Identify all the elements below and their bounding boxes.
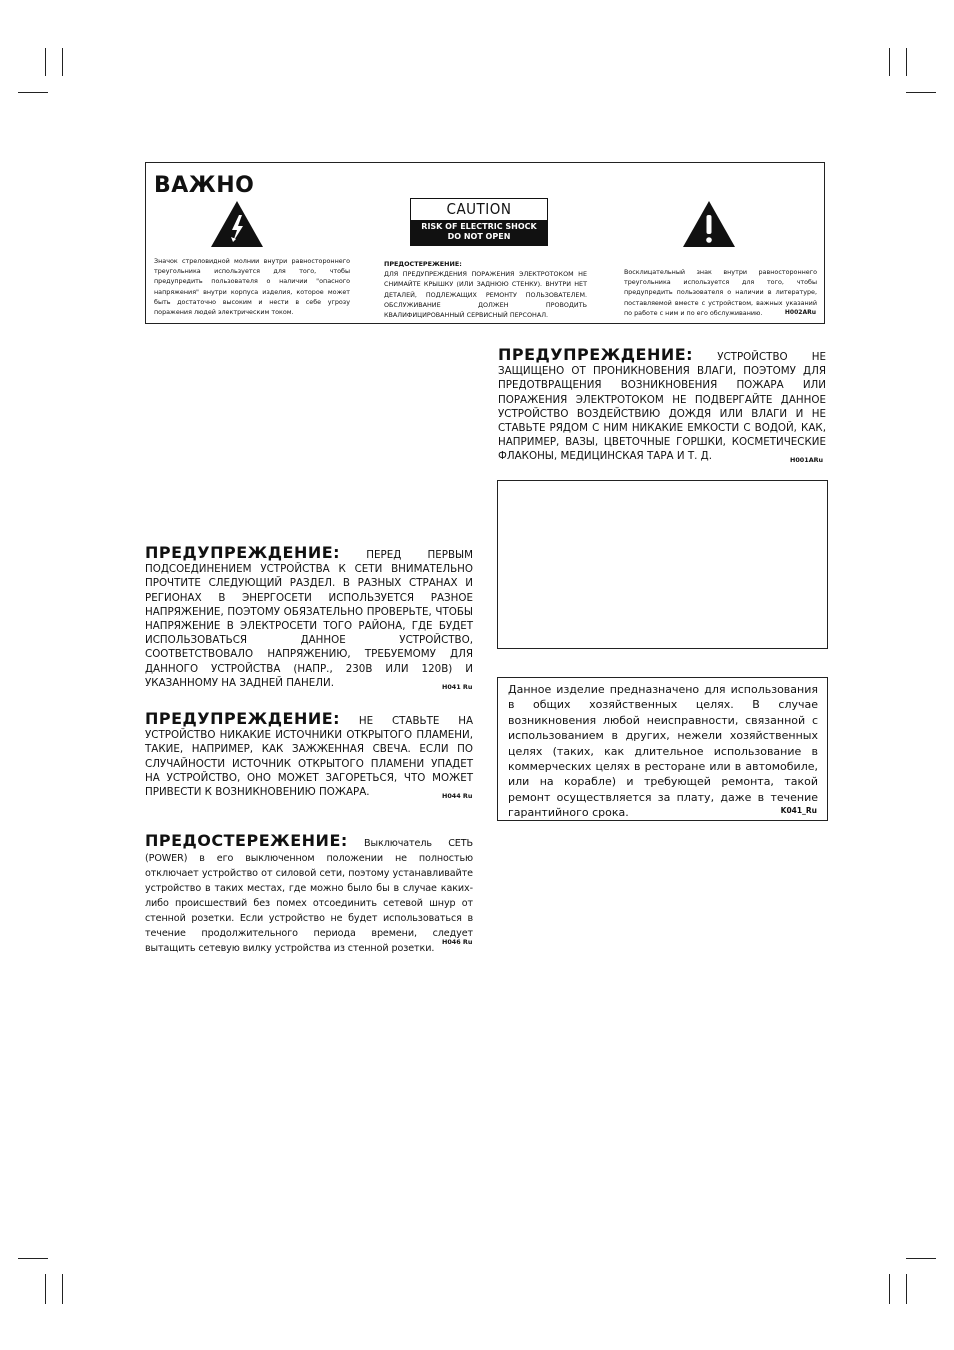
caution-power-heading: ПРЕДОСТЕРЕЖЕНИЕ: [145,831,348,850]
warning-moisture [498,345,826,464]
warning-flame-heading: ПРЕДУПРЕЖДЕНИЕ: [145,709,341,728]
warning-moisture-text: УСТРОЙСТВО НЕ ЗАЩИЩЕНО ОТ ПРОНИКНОВЕНИЯ ВЛАГИ, ПОЭТОМУ ДЛЯ ПРЕДОТВРАЩЕНИЯ ВОЗНИКНОВЕНИЯ ПОЖАРА ИЛИ ПОРАЖЕНИЯ ЭЛЕКТРОТОКОМ НЕ ПОДВЕРГАЙТЕ ДАННОЕ УСТРОЙСТВО ВОЗДЕЙСТВИЮ ДОЖДЯ ИЛИ ВЛАГИ И НЕ СТАВЬТЕ РЯДОМ С НИМ НИКАКИЕ ЕМКОСТИ С ВОДОЙ, КАК, НАПРИМЕР, ВАЗЫ, ЦВЕТОЧНЫЕ ГОРШКИ, КОСМЕТИЧЕСКИЕ ФЛАКОНЫ, МЕДИЦИНСКАЯ ТАРА И Т. Д. [498,351,826,463]
important-box [145,162,825,324]
exclamation-explanation: Восклицательный знак внутри равностороннего треугольника используется для того, чтобы предупредить пользователя о наличии в литературе, поставляемой вместе с устройством, важных указаний по работе с ним и по его обслуживанию. [624,268,817,317]
warning-flame-text: НЕ СТАВЬТЕ НА УСТРОЙСТВО НИКАКИЕ ИСТОЧНИКИ ОТКРЫТОГО ПЛАМЕНИ, ТАКИЕ, НАПРИМЕР, КАК ЗАЖЖЕННАЯ СВЕЧА. ЕСЛИ ПО СЛУЧАЙНОСТИ ИСТОЧНИК ОТКРЫТОГО ПЛАМЕНИ УПАДЕТ НА УСТРОЙСТВО, ОНО МОЖЕТ ЗАГОРЕТЬСЯ, ЧТО МОЖЕТ ПРИВЕСТИ К ВОЗНИКНОВЕНИЮ ПОЖАРА. [145,715,474,799]
lightning-warning-icon [210,200,264,248]
warning-voltage-text: ПЕРЕД ПЕРВЫМ ПОДСОЕДИНЕНИЕМ УСТРОЙСТВА К СЕТИ ВНИМАТЕЛЬНО ПРОЧТИТЕ СЛЕДУЮЩИЙ РАЗДЕЛ. В РАЗНЫХ СТРАНАХ И РЕГИОНАХ В ЭНЕРГОСЕТИ ИСПОЛЬЗУЕТСЯ РАЗНОЕ НАПРЯЖЕНИЕ, ПОЭТОМУ ОБЯЗАТЕЛЬНО ПРОВЕРЬТЕ, ЧТОБЫ НАПРЯЖЕНИЕ В ЭЛЕКТРОСЕТИ ТОГО РАЙОНА, ГДЕ БУДЕТ ИСПОЛЬЗОВАТЬСЯ ДАННОЕ УСТРОЙСТВО, СООТВЕТСТВОВАЛО НАПРЯЖЕНИЮ, ТРЕБУЕМОМУ ДЛЯ ДАННОГО УСТРОЙСТВА (НАПР., 230В ИЛИ 120В) И УКАЗАННОМУ НА ЗАДНЕЙ ПАНЕЛИ. [145,549,473,689]
warning-voltage-heading: ПРЕДУПРЕЖДЕНИЕ: [145,543,341,562]
warning-voltage [145,543,473,690]
caution-label-line2: DO NOT OPEN [447,232,511,241]
caution-power-text: Выключатель СЕТЬ (POWER) в его выключенном положении не полностью отключает устройство от силовой сети, поэтому устанавливайте устройство в таких местах, где можно было бы в случае каких-либо происшествий без помех отсоединить сетевой шнур от стенной розетки. Если устройство не будет использоваться в течение продолжительного периода времени, следует вытащить сетевую вилку устройства из стенной розетки. [145,838,474,954]
code-h044-ru: H044 Ru [442,792,473,800]
caution-label [410,198,548,246]
caution-center-heading: ПРЕДОСТЕРЕЖЕНИЕ: [384,260,462,268]
warning-moisture-heading: ПРЕДУПРЕЖДЕНИЕ: [498,345,694,364]
code-h046-ru: H046 Ru [442,938,473,946]
caution-power [145,833,473,956]
caution-label-warning [411,220,547,245]
lightning-explanation: Значок стреловидной молнии внутри равностороннего треугольника используется для того, чтобы предупредить пользователя о наличии "опасного напряжения" внутри корпуса изделия, которое может быть достаточно высоким и нести в себе угрозу поражения людей электрическим током. [154,257,350,317]
household-notice-text: Данное изделие предназначено для использования в общих хозяйственных целях. В случае возникновения любой неисправности, связанной с использованием в других, нежели хозяйственных целях (таких, как длительное использование в коммерческих целях в ресторане или в автомобиле, или на корабле) и требующей ремонта, такой ремонт осуществляется за плату, даже в течение гарантийного срока. [508,683,818,820]
caution-label-line1: RISK OF ELECTRIC SHOCK [421,222,537,231]
household-notice-box [497,677,828,821]
code-h041-ru: H041 Ru [442,683,473,691]
code-h001aru: H001ARu [790,456,824,464]
exclamation-warning-icon [682,200,736,248]
caution-center-block [384,259,587,320]
code-h002aru: H002ARu [784,309,816,316]
important-title: ВАЖНО [154,173,255,198]
empty-frame [497,480,828,649]
caution-center-text: ДЛЯ ПРЕДУПРЕЖДЕНИЯ ПОРАЖЕНИЯ ЭЛЕКТРОТОКОМ НЕ СНИМАЙТЕ КРЫШКУ (ИЛИ ЗАДНЮЮ СТЕНКУ). ВНУТРИ НЕТ ДЕТАЛЕЙ, ПОДЛЕЖАЩИХ РЕМОНТУ ПОЛЬЗОВАТЕЛЕМ. ОБСЛУЖИВАНИЕ ДОЛЖЕН ПРОВОДИТЬ КВАЛИФИЦИРОВАННЫЙ СЕРВИСНЫЙ ПЕРСОНАЛ. [384,270,587,320]
code-k041-ru: K041_Ru [780,806,817,815]
caution-label-title: CAUTION [446,200,512,218]
warning-flame [145,709,474,799]
